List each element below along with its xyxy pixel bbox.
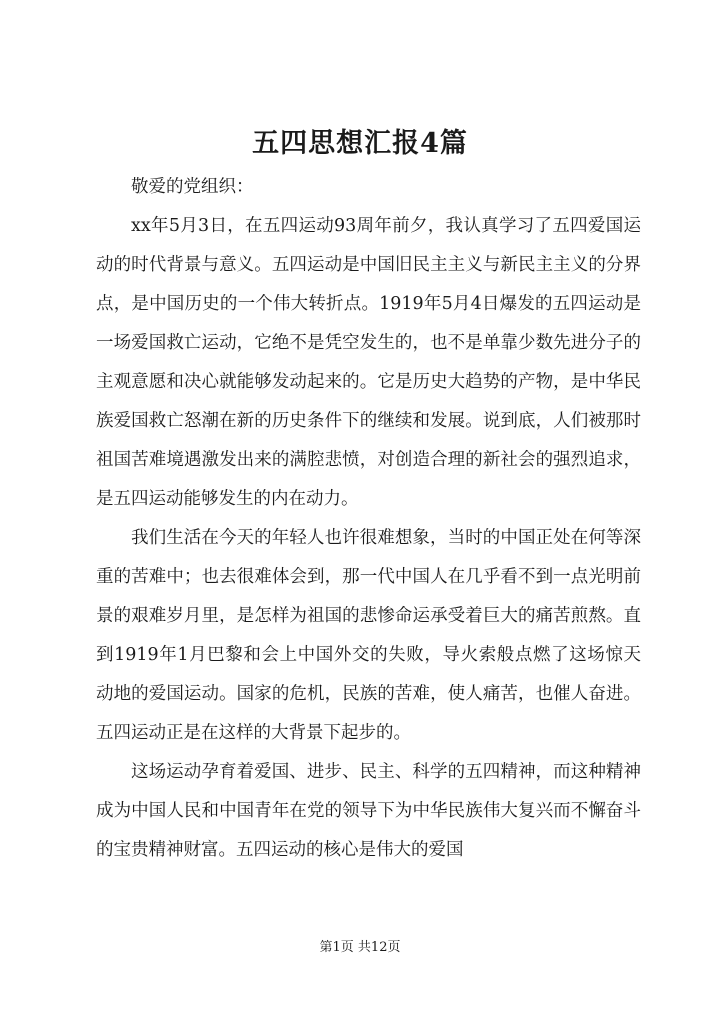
document-title: 五四思想汇报4篇 [252,128,468,159]
paragraph-3: 这场运动孕育着爱国、进步、民主、科学的五四精神，而这种精神成为中国人民和中国青年在党的领导下为中华民族伟大复兴而不懈奋斗的宝贵精神财富。五四运动的核心是伟大的爱国 [96,762,641,860]
page-footer: 第1页 共12页 [319,940,401,955]
paragraph-1: xx年5月3日，在五四运动93周年前夕，我认真学习了五四爱国运动的时代背景与意义。五四运动是中国旧民主主义与新民主主义的分界点，是中国历史的一个伟大转折点。1919年5月4日爆发的五四运动是一场爱国救亡运动，它绝不是凭空发生的，也不是单靠少数先进分子的主观意愿和决心就能够发动起来的。它是历史大趋势的产物，是中华民族爱国救亡怒潮在新的历史条件下的继续和发展。说到底，人们被那时祖国苦难境遇激发出来的满腔悲愤，对创造合理的新社会的强烈追求，是五四运动能够发生的内在动力。 [96,216,641,509]
document-body [96,168,641,870]
paragraph-2: 我们生活在今天的年轻人也许很难想象，当时的中国正处在何等深重的苦难中；也去很难体会到，那一代中国人在几乎看不到一点光明前景的艰难岁月里，是怎样为祖国的悲惨命运承受着巨大的痛苦煎熬。直到1919年1月巴黎和会上中国外交的失败，导火索般点燃了这场惊天动地的爱国运动。国家的危机，民族的苦难，使人痛苦，也催人奋进。五四运动正是在这样的大背景下起步的。 [96,528,641,743]
salutation: 敬爱的党组织： [131,177,254,197]
